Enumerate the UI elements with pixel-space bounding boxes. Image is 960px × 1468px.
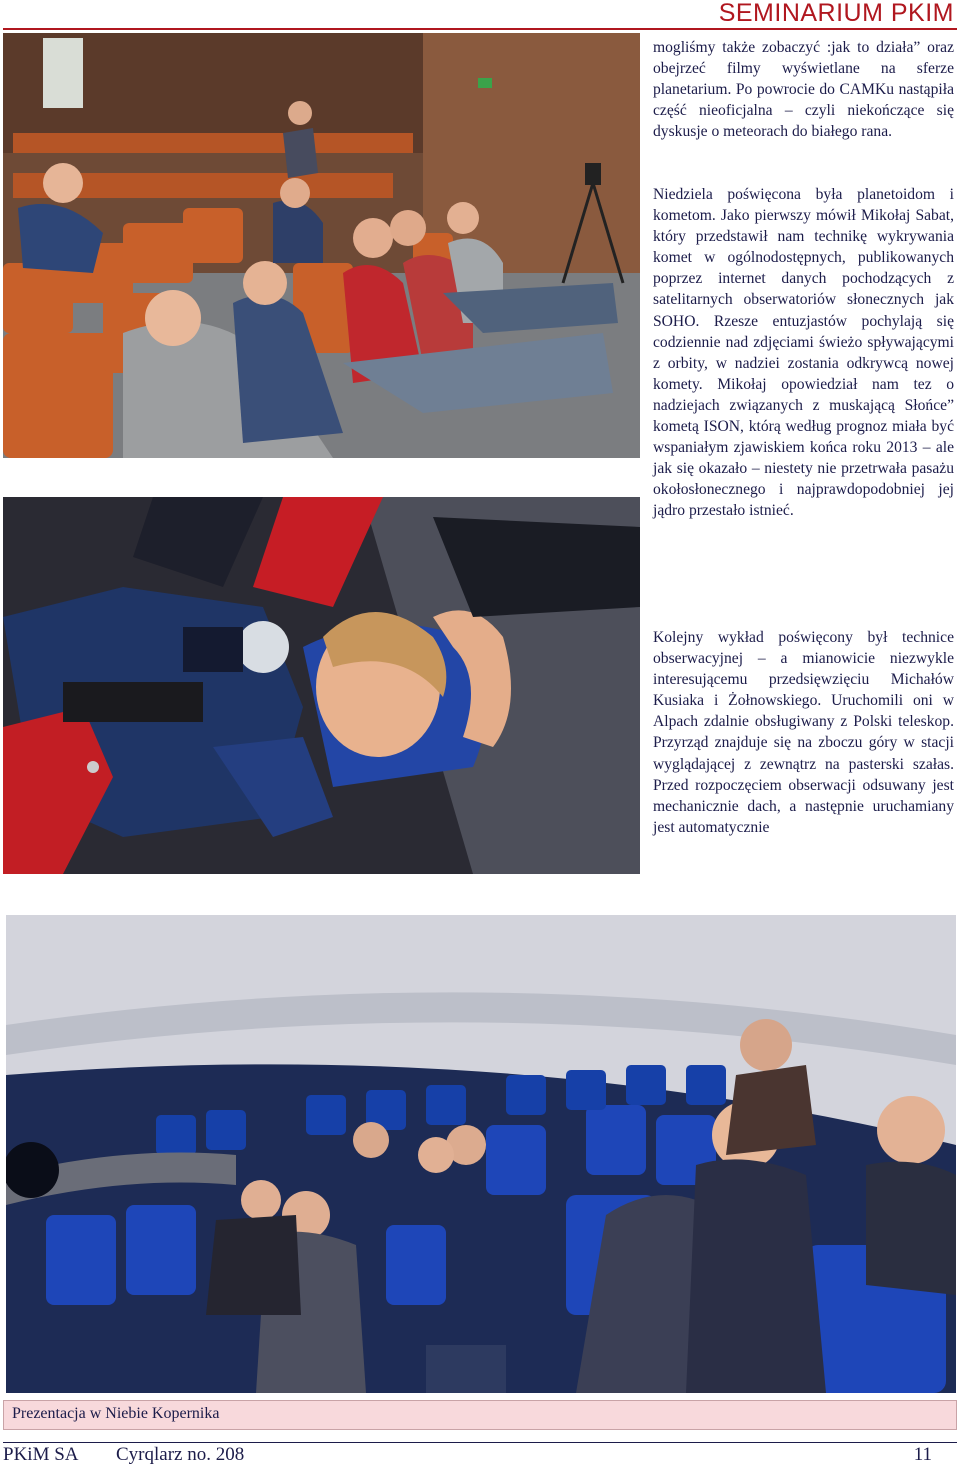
photo-planetarium-seat — [3, 497, 640, 874]
header-rule — [3, 28, 957, 30]
page-number: 11 — [913, 1444, 932, 1465]
article-paragraph-2 — [653, 184, 954, 522]
footer-rule — [3, 1442, 957, 1443]
article-paragraph-3 — [653, 627, 954, 838]
paragraph-text: mogliśmy także zobaczyć :jak to działa” oraz obejrzeć filmy wyświetlane na sferze planetarium. Po powrocie do CAMKu nastąpiła część nieoficjalna – czyli niekończące się dyskusje o meteorach do białego rana. — [653, 39, 954, 141]
paragraph-text: Niedziela poświęcona była planetoidom i kometom. Jako pierwszy mówił Mikołaj Sabat, który przedstawił nam technikę wykrywania komet w ogólnodostępnych, publikowanych poprzez internet danych pochodzących z satelitarnych obserwatoriów słonecznych jak SOHO. Rzesze entuzjastów pochylają się codziennie nad zdjęciami świeżo spływającymi z orbity, w nadziei zostania odkrywcą nowej komety. Mikołaj opowiedział nam tez o nadziejach związanych z muskającą Słońce” kometą ISON, którą według prognoz miała być wspaniałym zjawiskiem końca roku 2013 – ale jak się okazało – niestety nie przetrwała pasażu okołosłonecznego i najprawdopodobniej jej jądro przestało istnieć. — [653, 186, 954, 520]
paragraph-text: Kolejny wykład poświęcony był technice obserwacyjnej – a mianowicie niezwykle interesującemu przedsięwzięciu Michałów Kusiaka i Żołnowskiego. Uruchomili oni w Alpach zdalnie obsługiwany z Polski teleskop. Przyrząd znajduje się na zboczu góry w stacji wyglądającej z zewnątrz na pasterski szałas. Przed rozpoczęciem obserwacji odsuwany jest mechanicznie dach, a następnie uruchamiany jest automatycznie — [653, 629, 954, 836]
photo-lecture-audience — [3, 33, 640, 458]
section-title: SEMINARIUM PKIM — [718, 0, 954, 27]
article-paragraph-1 — [653, 37, 954, 142]
photo-planetarium-audience — [6, 915, 956, 1393]
footer-publisher: PKiM SA — [3, 1444, 79, 1465]
footer-issue: Cyrqlarz no. 208 — [116, 1444, 245, 1465]
photo-caption-text: Prezentacja w Niebie Kopernika — [12, 1405, 220, 1422]
photo-caption — [3, 1400, 957, 1430]
